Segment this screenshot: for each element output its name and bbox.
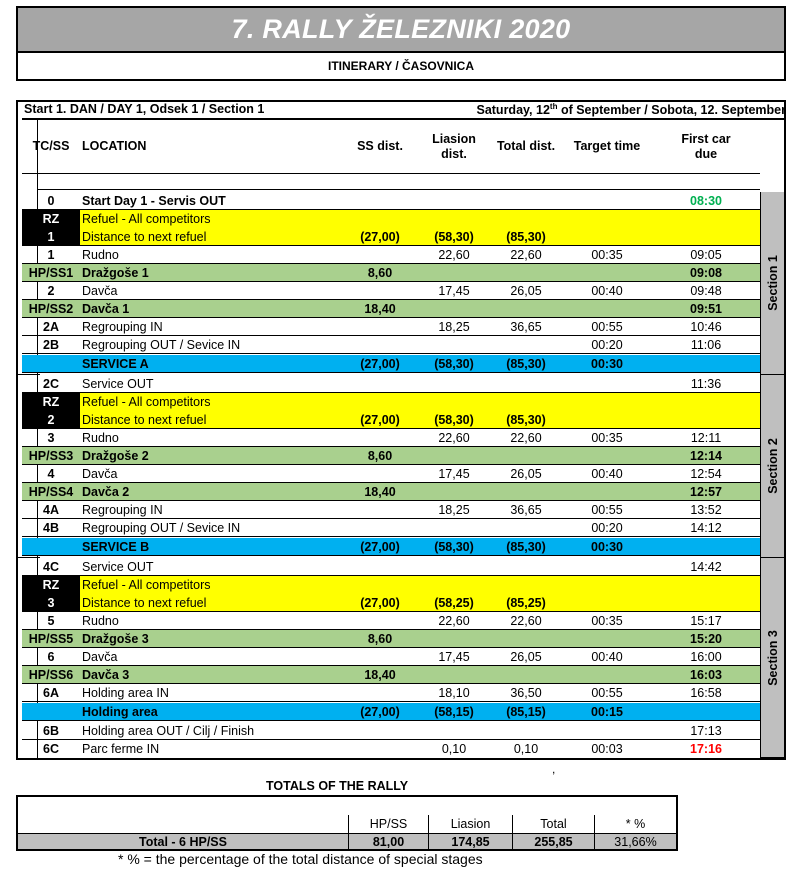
column-headers [22,120,760,174]
first-car-time: 16:00 [690,649,722,664]
itinerary-row [22,519,760,537]
tc-code: 6B [43,723,59,738]
section-2-label: Section 2 [765,438,780,494]
refuel-zone-number: 3 [22,594,80,611]
location: Davča 2 [82,484,130,499]
tc-code: 2B [43,337,59,352]
ss-dist: 18,40 [364,301,396,316]
section-1-label: Section 1 [765,255,780,311]
totals-header-liaison: Liasion [428,815,512,833]
totals-header-total: Total [512,815,594,833]
totals-hpss-value: 81,00 [348,834,428,849]
section-3-label: Section 3 [765,629,780,686]
ss-dist: 18,40 [364,484,396,499]
liaison-dist: 0,10 [441,742,467,756]
refuel-zone-code: RZ [22,576,80,594]
first-car-time: 17:16 [690,742,722,756]
total-dist: (85,25) [506,595,546,610]
refuel-distance-row [22,228,760,246]
total-dist: 26,05 [510,283,542,298]
location: Regrouping IN [82,319,163,334]
first-car-time: 17:13 [690,723,722,738]
tc-code: 2C [43,376,59,391]
target-time: 00:30 [591,539,623,554]
refuel-row [22,576,760,594]
liaison-dist: (58,30) [434,539,474,554]
tc-code: 4C [43,559,59,574]
itinerary-row [22,429,760,447]
itinerary-row [22,246,760,264]
first-car-time: 12:14 [690,448,722,463]
total-dist: 36,50 [510,685,542,700]
refuel-row [22,393,760,411]
day-header-left: Start 1. DAN / DAY 1, Odsek 1 / Section 1 [24,102,265,116]
first-car-time: 11:36 [690,376,722,391]
location: Refuel - All competitors [82,578,211,592]
target-time: 00:40 [591,466,623,481]
tc-code: 6A [43,685,59,700]
first-car-time: 15:20 [690,631,722,646]
ss-dist: 8,60 [367,631,393,646]
stage-row [22,447,760,465]
itinerary-row [22,558,760,576]
target-time: 00:35 [591,247,623,262]
first-car-time: 12:57 [690,484,722,499]
stage-code: HP/SS6 [28,667,74,682]
total-dist: 36,65 [510,319,542,334]
location: Davča 3 [82,667,130,682]
total-dist: 0,10 [513,742,539,756]
first-car-time: 14:42 [690,559,722,574]
first-car-time: 16:58 [690,685,722,700]
total-dist: 26,05 [510,466,542,481]
liaison-dist: 22,60 [438,247,470,262]
tc-code: 5 [47,613,55,628]
first-car-time: 09:05 [690,247,722,262]
liaison-dist: 17,45 [438,283,470,298]
itinerary-row [22,501,760,519]
itinerary-subtitle: ITINERARY / ČASOVNICA [16,53,786,81]
total-dist: (85,15) [506,704,546,719]
location: Holding area OUT / Cilj / Finish [82,723,255,738]
itinerary-row [22,648,760,666]
liaison-dist: 17,45 [438,466,470,481]
ss-dist: 18,40 [364,667,396,682]
day-header [22,100,786,120]
location: Regrouping OUT / Sevice IN [82,337,241,352]
total-dist: (85,30) [506,229,546,244]
totals-title: TOTALS OF THE RALLY [266,779,409,793]
location: Refuel - All competitors [82,395,211,409]
tc-code: 6 [47,649,55,664]
itinerary-row [22,318,760,336]
location: Regrouping IN [82,502,163,517]
header-divider [38,189,760,190]
first-car-time: 11:06 [690,337,722,352]
location: Davča [82,283,118,298]
liaison-dist: (58,25) [434,595,474,610]
location: Refuel - All competitors [82,212,211,226]
stage-code: HP/SS2 [28,301,74,316]
stage-code: HP/SS4 [28,484,74,499]
stage-row [22,483,760,501]
col-first-car-line1: First car [681,131,731,146]
tc-code: 1 [47,247,55,262]
total-dist: 36,65 [510,502,542,517]
tc-code: 3 [47,430,55,445]
location: Service OUT [82,376,154,391]
location: Rudno [82,247,119,262]
refuel-distance-row [22,594,760,612]
location: Parc ferme IN [82,742,160,756]
ss-dist: (27,00) [360,704,400,719]
first-car-time: 08:30 [690,193,722,208]
total-dist: 26,05 [510,649,542,664]
location: Distance to next refuel [82,229,207,244]
first-car-time: 09:48 [690,283,722,298]
target-time: 00:15 [591,704,623,719]
target-time: 00:40 [591,649,623,664]
service-row [22,538,760,556]
tc-code: 0 [47,193,55,208]
location: Davča 1 [82,301,130,316]
first-car-time: 16:03 [690,667,722,682]
stray-mark: , [552,762,556,776]
location: Holding area [82,704,158,719]
liaison-dist: 22,60 [438,430,470,445]
location: Rudno [82,430,119,445]
col-tc: TC/SS [32,139,70,153]
ss-dist: (27,00) [360,356,400,371]
location: Dražgoše 1 [82,265,149,280]
liaison-dist: 18,25 [438,319,470,334]
first-car-time: 14:12 [690,520,722,535]
col-ss-dist: SS dist. [357,139,403,153]
location: SERVICE A [82,356,149,371]
target-time: 00:55 [591,502,623,517]
location: Regrouping OUT / Sevice IN [82,520,241,535]
itinerary-row [22,192,760,210]
first-car-time: 15:17 [690,613,722,628]
liaison-dist: 17,45 [438,649,470,664]
ss-dist: (27,00) [360,229,400,244]
tc-code: 2 [47,283,55,298]
target-time: 00:35 [591,430,623,445]
location: SERVICE B [82,539,150,554]
totals-table [16,795,678,851]
liaison-dist: (58,30) [434,412,474,427]
first-car-time: 10:46 [690,319,722,334]
itinerary-row [22,465,760,483]
first-car-time: 12:11 [690,430,722,445]
itinerary-row [22,740,760,758]
first-car-time: 09:51 [690,301,722,316]
location: Holding area IN [82,685,169,700]
refuel-zone-code: RZ [22,393,80,411]
liaison-dist: 18,10 [438,685,470,700]
service-row [22,355,760,373]
location: Dražgoše 2 [82,448,149,463]
ss-dist: (27,00) [360,412,400,427]
itinerary-row [22,375,760,393]
col-total-dist: Total dist. [496,139,556,153]
tc-code: 4 [47,466,55,481]
stage-code: HP/SS3 [28,448,74,463]
total-dist: (85,30) [506,539,546,554]
itinerary-row [22,612,760,630]
target-time: 00:55 [591,685,623,700]
location: Rudno [82,613,119,628]
liaison-dist: (58,30) [434,356,474,371]
itinerary-row [22,684,760,702]
totals-header-percent: * % [594,815,676,833]
refuel-zone-number: 2 [22,411,80,428]
col-liaison [418,120,490,173]
location: Start Day 1 - Servis OUT [82,193,226,208]
tc-code: 4A [43,502,59,517]
liaison-dist: 22,60 [438,613,470,628]
col-first-car-line2: due [694,146,718,161]
liaison-dist: (58,15) [434,704,474,719]
totals-percent-value: 31,66% [594,834,676,849]
totals-total-value: 255,85 [512,834,594,849]
itinerary-row [22,282,760,300]
ss-dist: (27,00) [360,539,400,554]
section-2-label-band [760,375,784,558]
ss-dist: (27,00) [360,595,400,610]
location: Dražgoše 3 [82,631,149,646]
col-target-time: Target time [573,139,641,153]
totals-label: Total - 6 HP/SS [139,834,227,849]
section-1-label-band [760,192,784,375]
refuel-row [22,210,760,228]
stage-row [22,666,760,684]
liaison-dist: 18,25 [438,502,470,517]
col-first-car [652,120,760,173]
totals-header-row [348,815,676,833]
section-3-label-band [760,558,784,758]
target-time: 00:30 [591,356,623,371]
liaison-dist: (58,30) [434,229,474,244]
rally-title-banner [16,6,786,53]
target-time: 00:55 [591,319,623,334]
first-car-time: 12:54 [690,466,722,481]
itinerary-row [22,722,760,740]
stage-row [22,630,760,648]
totals-liaison-value: 174,85 [428,834,512,849]
target-time: 00:03 [591,742,623,756]
first-car-time: 09:08 [690,265,722,280]
stage-row [22,300,760,318]
location: Distance to next refuel [82,595,207,610]
col-location: LOCATION [82,139,147,153]
stage-row [22,264,760,282]
target-time: 00:20 [591,520,623,535]
holding-area-row [22,703,760,721]
location: Davča [82,649,118,664]
total-dist: 22,60 [510,247,542,262]
itinerary-row [22,336,760,354]
tc-code: 4B [43,520,59,535]
total-dist: (85,30) [506,412,546,427]
ss-dist: 8,60 [367,265,393,280]
refuel-zone-number: 1 [22,228,80,245]
location: Distance to next refuel [82,412,207,427]
total-dist: 22,60 [510,613,542,628]
stage-code: HP/SS1 [28,265,74,280]
day-header-right: Saturday, 12th of September / Sobota, 12. September [476,102,786,118]
total-dist: 22,60 [510,430,542,445]
footnote: * % = the percentage of the total distance of special stages [118,851,483,867]
tc-code: 2A [43,319,59,334]
refuel-distance-row [22,411,760,429]
location: Davča [82,466,118,481]
target-time: 00:20 [591,337,623,352]
location: Service OUT [82,559,154,574]
first-car-time: 13:52 [690,502,722,517]
target-time: 00:40 [591,283,623,298]
totals-values-row [18,833,676,849]
refuel-zone-code: RZ [22,210,80,228]
col-liaison-line1: Liasion [432,131,476,146]
rally-title: 7. RALLY ŽELEZNIKI 2020 [231,14,571,44]
stage-code: HP/SS5 [28,631,74,646]
totals-header-hpss: HP/SS [348,815,428,833]
ss-dist: 8,60 [367,448,393,463]
col-liaison-line2: dist. [441,146,467,161]
tc-code: 6C [43,742,59,756]
total-dist: (85,30) [506,356,546,371]
target-time: 00:35 [591,613,623,628]
